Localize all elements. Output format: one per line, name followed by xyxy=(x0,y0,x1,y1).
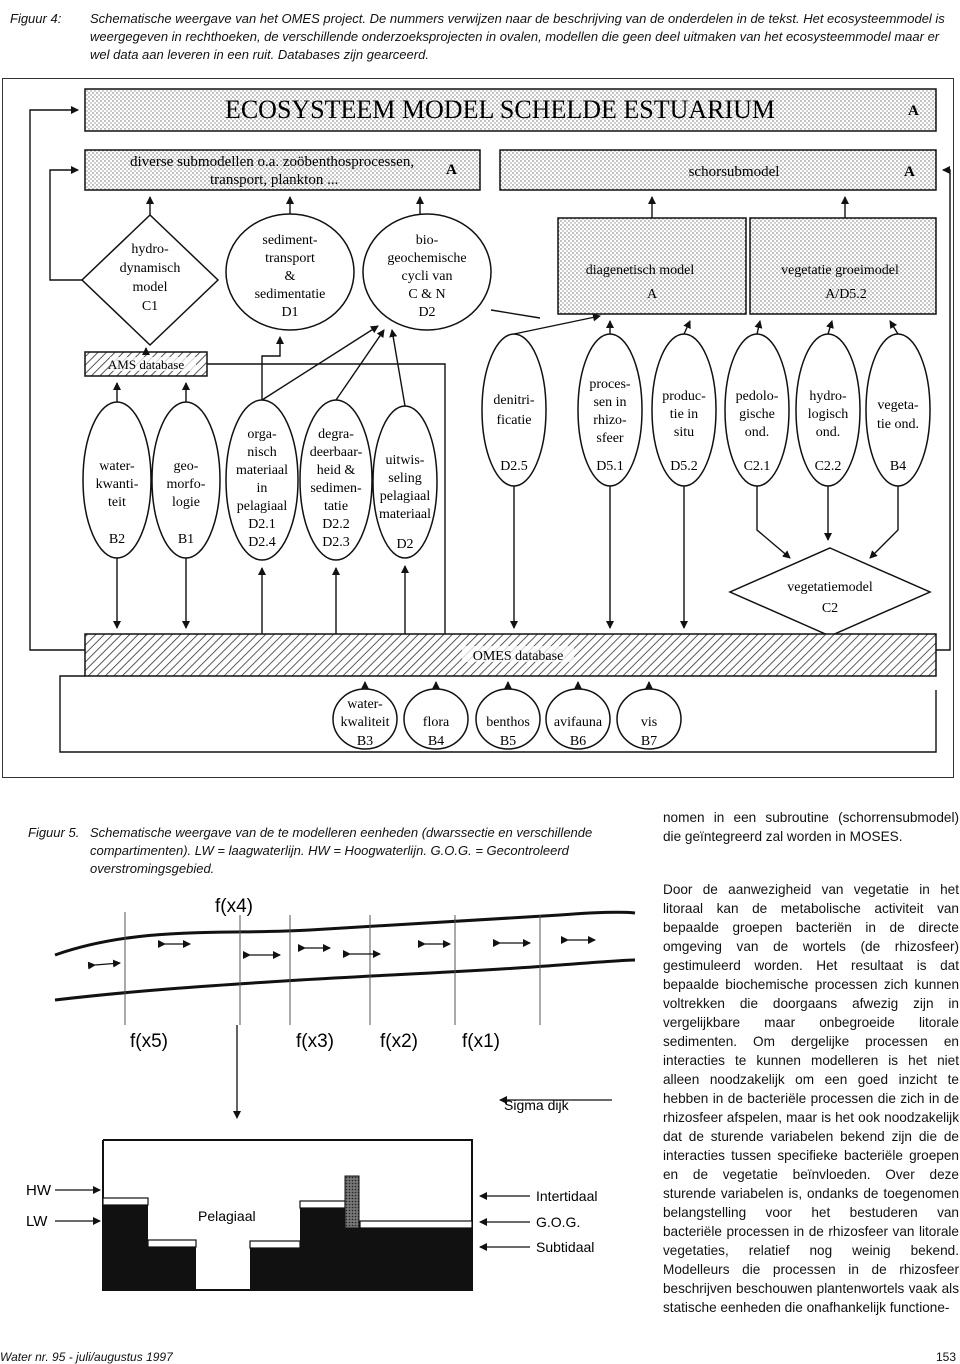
flora-code: B4 xyxy=(427,734,445,749)
hydro-code: C1 xyxy=(141,299,159,314)
degradeerbaar-line2: deerbaar- xyxy=(309,445,363,460)
waterkwaliteit-line1: water- xyxy=(347,697,383,712)
waterkwantiteit-line1: water- xyxy=(99,459,135,474)
pedologische-line1: pedolo- xyxy=(735,389,779,404)
waterkwantiteit-code: B2 xyxy=(108,532,126,547)
right-lower-layer xyxy=(360,1221,472,1228)
denitrificatie-code: D2.5 xyxy=(500,459,528,474)
processen-code: D5.1 xyxy=(596,459,624,474)
avifauna-label: avifauna xyxy=(553,715,603,730)
diagenetisch-label: diagenetisch model xyxy=(585,263,695,278)
diagenetisch-code: A xyxy=(646,287,658,302)
vegetatie-groei-label: vegetatie groeimodel xyxy=(781,263,899,278)
uitwisseling-line2: seling xyxy=(388,471,422,486)
waterkwaliteit-line2: kwaliteit xyxy=(340,715,390,730)
productie-line3: situ xyxy=(673,425,695,440)
right-surface-layer xyxy=(300,1201,345,1208)
waterkwaliteit-code: B3 xyxy=(356,734,374,749)
schorsubmodel-code: A xyxy=(904,164,915,180)
biogeo-code: D2 xyxy=(418,305,436,320)
pedologische-line3: ond. xyxy=(744,425,770,440)
geomorfologie-code: B1 xyxy=(177,532,195,547)
waterkwantiteit-line3: teit xyxy=(108,495,126,510)
uitwisseling-line1: uitwis- xyxy=(385,453,425,468)
geomorfologie-line2: morfo- xyxy=(166,477,206,492)
pedologische-code: C2.1 xyxy=(743,459,771,474)
hydrologisch-line3: ond. xyxy=(815,425,841,440)
f4-label: f(x4) xyxy=(215,896,253,917)
geomorfologie-line3: logie xyxy=(172,495,200,510)
sediment-line2: transport xyxy=(265,251,315,266)
submodels-line2: transport, plankton ... xyxy=(210,172,339,188)
degradeerbaar-line1: degra- xyxy=(318,427,354,442)
processen-line3: rhizo- xyxy=(593,413,627,428)
hydrologisch-line2: logisch xyxy=(807,407,849,422)
degradeerbaar-code2: D2.3 xyxy=(322,535,350,550)
left-surface-layer xyxy=(103,1198,148,1205)
mid-layer xyxy=(250,1241,300,1248)
gog-column xyxy=(345,1176,359,1228)
flora-label: flora xyxy=(422,715,450,730)
figure5-caption-text: Schematische weergave van de te modelleren eenheden (dwarssectie en verschillende compartimenten). LW = laagwaterlijn. HW = Hoogwaterlijn. G.O.G. = Gecontroleerd overstromingsgebied. xyxy=(90,825,593,876)
page-number: 153 xyxy=(935,1350,956,1364)
processen-line2: sen in xyxy=(593,395,627,410)
hydro-line1: hydro- xyxy=(131,242,169,257)
f1-label: f(x1) xyxy=(462,1031,500,1052)
biogeo-line3: cycli van xyxy=(401,269,453,284)
sediment-right xyxy=(300,1208,472,1290)
submodels-code: A xyxy=(446,162,457,178)
uitwisseling-line4: materiaal xyxy=(378,507,432,522)
vegetatie-groei-code: A/D5.2 xyxy=(825,287,867,302)
organisch-line3: materiaal xyxy=(235,463,289,478)
lw-label: LW xyxy=(26,1213,48,1230)
degradeerbaar-code1: D2.2 xyxy=(322,517,350,532)
avifauna-code: B6 xyxy=(569,734,587,749)
pedologische-line2: gische xyxy=(739,407,775,422)
left-lower-layer xyxy=(148,1240,196,1247)
productie-line1: produc- xyxy=(662,389,706,404)
waterkwantiteit-line2: kwanti- xyxy=(95,477,139,492)
vegetatiemodel-label: vegetatiemodel xyxy=(787,580,873,595)
hydrologisch-line1: hydro- xyxy=(809,389,847,404)
ams-database-label: AMS database xyxy=(107,357,185,372)
gog-label: G.O.G. xyxy=(536,1214,581,1230)
organisch-code1: D2.1 xyxy=(248,517,276,532)
footer-journal: Water nr. 95 - juli/augustus 1997 xyxy=(0,1350,173,1364)
f5-label: f(x5) xyxy=(130,1031,168,1052)
organisch-line2: nisch xyxy=(247,445,277,460)
denitrificatie-line1: denitri- xyxy=(493,393,535,408)
processen-line4: sfeer xyxy=(596,431,624,446)
f2-label: f(x2) xyxy=(380,1031,418,1052)
benthos-code: B5 xyxy=(499,734,517,749)
vis-label: vis xyxy=(640,715,658,730)
benthos-label: benthos xyxy=(486,715,530,730)
body-paragraph-2: Door de aanwezigheid van vegetatie in het litoraal kan de metabolische activiteit van bepaalde groepen bacteriën in de directe omgeving van de wortels (de rhizosfeer) gestimuleerd worden. Het resultaat is dat bepaalde biochemische processen zich kunnen voltrekken die doorgaans afwezig zijn in vergelijkbare maar onbegroeide litorale sedimenten. Om dergelijke processen en interacties te kunnen modelleren is het niet alleen noodzakelijk om een goed inzicht te hebben in de bacteriële processen die zich in de rhizosfeer afspelen, maar is het ook noodzakelijk dat de sturende variabelen bekend zijn die de interacties tussen specifieke bacteriële groepen en de vegetatie beïnvloeden. Over deze sturende variabelen is, ondanks de toegenomen belangstelling voor het bestuderen van bacteriële processen in de rhizosfeer van litorale vegetaties, relatief nog weinig bekend. Modelleurs die processen in de rhizosfeer beschrijven beschouwen plantenwortels vaak als statische eenheden die onafhankelijk functione- xyxy=(663,882,959,1315)
organisch-code2: D2.4 xyxy=(248,535,276,550)
omes-database-label: OMES database xyxy=(472,649,564,664)
degradeerbaar-line4: sedimen- xyxy=(310,481,362,496)
figure4-caption-text: Schematische weergave van het OMES project. De nummers verwijzen naar de beschrijving van de onderdelen in de tekst. Het ecosysteemmodel is weergegeven in rechthoeken, de verschillende onderzoeksprojecten in ovalen, modellen die geen deel uitmaken van het ecosysteemmodel maar er wel data aan leveren in een ruit. Databases zijn gearceerd. xyxy=(90,11,945,62)
vegetatie-ond-line1: vegeta- xyxy=(877,398,919,413)
river-upper-line xyxy=(55,912,635,955)
biogeo-line1: bio- xyxy=(415,233,439,248)
organisch-line4: in xyxy=(256,481,268,496)
uitwisseling-code: D2 xyxy=(396,537,414,552)
pelagiaal-label: Pelagiaal xyxy=(198,1208,256,1224)
schorsubmodel-label: schorsubmodel xyxy=(688,164,780,180)
title-code: A xyxy=(908,103,919,119)
degradeerbaar-line3: heid & xyxy=(316,463,356,478)
geomorfologie-line1: geo- xyxy=(173,459,199,474)
uitwisseling-line3: pelagiaal xyxy=(379,489,431,504)
f3-label: f(x3) xyxy=(296,1031,334,1052)
sediment-code: D1 xyxy=(281,305,299,320)
productie-line2: tie in xyxy=(669,407,699,422)
degradeerbaar-line5: tatie xyxy=(323,499,349,514)
sediment-line1: sediment- xyxy=(262,233,318,248)
denitrificatie-line2: ficatie xyxy=(496,413,532,428)
figure5-label: Figuur 5. xyxy=(28,825,80,840)
biogeo-line2: geochemische xyxy=(387,251,467,266)
organisch-line1: orga- xyxy=(247,427,277,442)
river-lower-line xyxy=(55,960,635,1000)
vegetatie-ond-line2: tie ond. xyxy=(877,417,919,432)
sediment-line4: sedimentatie xyxy=(254,287,326,302)
organisch-line5: pelagiaal xyxy=(236,499,288,514)
productie-code: D5.2 xyxy=(670,459,698,474)
subtidaal-label: Subtidaal xyxy=(536,1239,595,1255)
hydro-line2: dynamisch xyxy=(119,261,181,276)
body-paragraph-1: nomen in een subroutine (schorrensubmodel) die geïntegreerd zal worden in MOSES. xyxy=(663,810,959,844)
vegetatiemodel-code: C2 xyxy=(821,601,839,616)
processen-line1: proces- xyxy=(589,377,631,392)
figure4-label: Figuur 4: xyxy=(10,11,62,26)
sigma-dijk-label: Sigma dijk xyxy=(504,1097,569,1113)
sediment-mid xyxy=(250,1248,300,1290)
sediment-line3: & xyxy=(284,269,296,284)
hydrologisch-code: C2.2 xyxy=(814,459,842,474)
biogeo-line4: C & N xyxy=(408,287,446,302)
vegetatie-ond-code: B4 xyxy=(889,459,907,474)
submodels-line1: diverse submodellen o.a. zoöbenthosprocessen, xyxy=(130,154,415,170)
intertidaal-label: Intertidaal xyxy=(536,1188,598,1204)
hw-label: HW xyxy=(26,1182,51,1199)
vis-code: B7 xyxy=(640,734,658,749)
diagram-title: ECOSYSTEEM MODEL SCHELDE ESTUARIUM xyxy=(224,95,776,124)
hydro-line3: model xyxy=(132,280,168,295)
